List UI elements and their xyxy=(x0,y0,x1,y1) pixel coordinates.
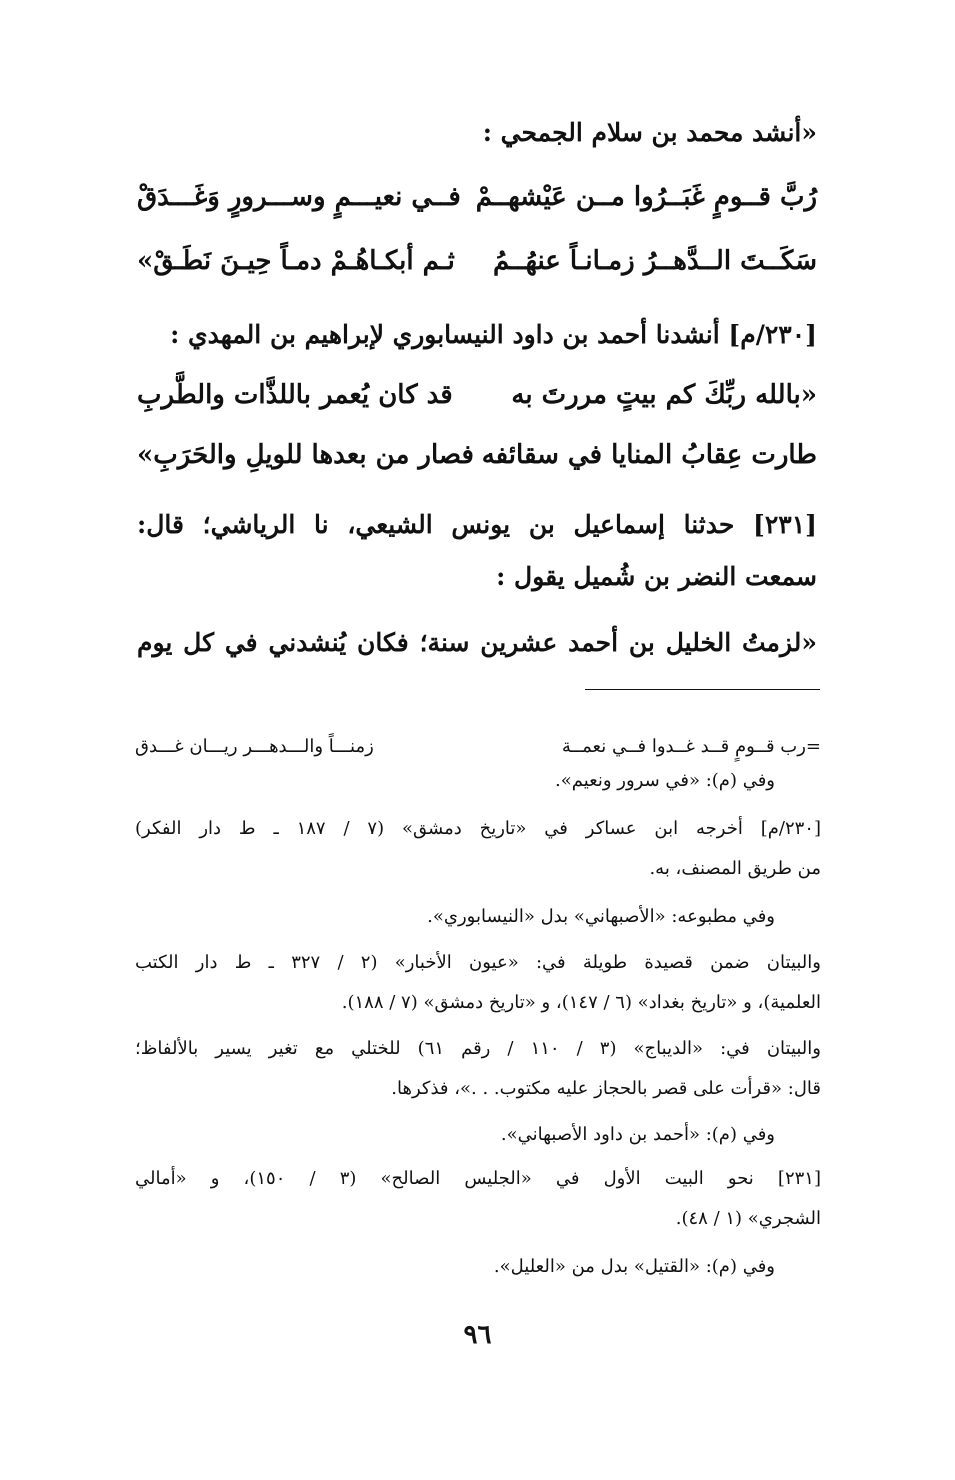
footnote-separator xyxy=(585,689,820,690)
page-number: ٩٦ xyxy=(463,1320,492,1350)
intro-line: «أنشد محمد بن سلام الجمحي : xyxy=(482,118,817,147)
poem-verse-2 xyxy=(137,246,817,290)
footnote-line: وفي (م): «القتيل» بدل من «العليل». xyxy=(493,1256,775,1277)
hemistich-second: فصار من بعدها للويلِ والحَرَبِ» xyxy=(137,440,474,470)
footnote-line: وفي مطبوعه: «الأصبهاني» بدل «النيسابوري». xyxy=(427,906,775,927)
paragraph-231-line-2: سمعت النضر بن شُميل يقول : xyxy=(496,562,817,591)
poem-verse-1 xyxy=(137,182,817,226)
hemistich-second: قد كان يُعمر باللذَّات والطَّربِ xyxy=(137,380,453,410)
paragraph-231-line-3: «لزمتُ الخليل بن أحمد عشرين سنة؛ فكان يُنشدني في كل يوم xyxy=(137,628,817,657)
footnote-hemistich-second: زمنـــاً والـــدهـــر ريـــان غـــدق xyxy=(135,736,374,757)
footnote-line: من طريق المصنف، به. xyxy=(649,858,821,879)
hemistich-first: سَكَــتَ الــدَّهــرُ زمـانـاً عنهُــمُ xyxy=(492,246,817,276)
footnote-line: العلمية)، و «تاريخ بغداد» (٦ / ١٤٧)، و «تاريخ دمشق» (٧ / ١٨٨). xyxy=(341,992,821,1013)
poem-verse-3 xyxy=(137,380,817,424)
footnote-verse xyxy=(135,736,821,766)
hemistich-first: رُبَّ قــومٍ غَبَــرُوا مــن عَيْشهــمْ xyxy=(475,182,817,212)
paragraph-231-line-1: [٢٣١] حدثنا إسماعيل بن يونس الشيعي، نا الرياشي؛ قال: xyxy=(137,510,817,539)
footnote-hemistich-first: =رب قــومٍ قــد غــدوا فــي نعمــة xyxy=(561,736,821,757)
footnote-line: والبيتان في: «الديباج» (٣ / ١١٠ / رقم ٦١) للختلي مع تغير يسير بالألفاظ؛ xyxy=(135,1038,821,1059)
footnote-line: والبيتان ضمن قصيدة طويلة في: «عيون الأخبار» (٢ / ٣٢٧ ـ ط دار الكتب xyxy=(135,952,821,973)
hemistich-first: «بالله ربِّكَ كم بيتٍ مررتَ به xyxy=(511,380,817,410)
footnote-line: [٢٣١] نحو البيت الأول في «الجليس الصالح» (٣ / ١٥٠)، و «أمالي xyxy=(135,1168,821,1189)
footnote-line: وفي (م): «في سرور ونعيم». xyxy=(555,770,775,791)
poem-verse-4 xyxy=(137,440,817,484)
footnote-line: الشجري» (١ / ٤٨). xyxy=(675,1208,821,1229)
footnote-line: وفي (م): «أحمد بن داود الأصبهاني». xyxy=(500,1124,775,1145)
footnote-line: قال: «قرأت على قصر بالحجاز عليه مكتوب. . .»، فذكرها. xyxy=(391,1078,821,1099)
hemistich-second: ثـم أبكـاهُـمْ دمـاً حِيـنَ نَطَـقْ» xyxy=(137,246,455,276)
hemistich-first: طارت عِقابُ المنايا في سقائفه xyxy=(481,440,817,470)
footnote-line: [٢٣٠/م] أخرجه ابن عساكر في «تاريخ دمشق» (٧ / ١٨٧ ـ ط دار الفكر) xyxy=(135,818,821,839)
paragraph-230: [٢٣٠/م] أنشدنا أحمد بن داود النيسابوري لإبراهيم بن المهدي : xyxy=(170,320,817,349)
hemistich-second: فــي نعيـــمٍ وســـرورٍ وَغَـــدَقْ xyxy=(137,182,461,212)
